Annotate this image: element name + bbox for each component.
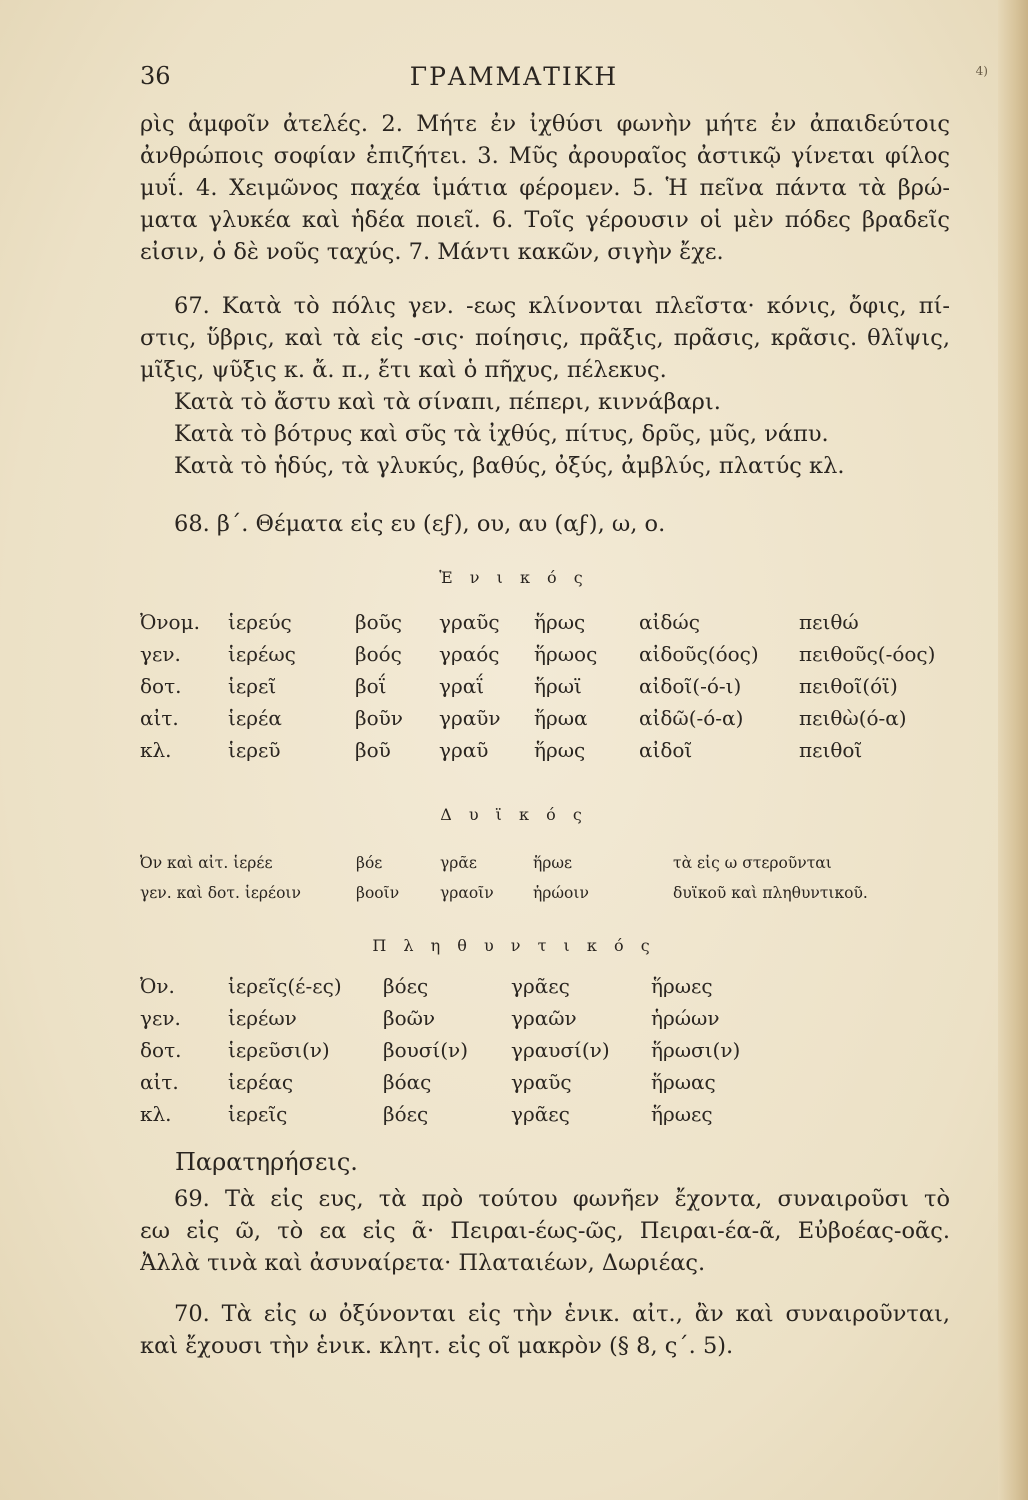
text-line: στις, ὕβρις, καὶ τὰ εἰς -σις· ποίησις, πρᾶξις, πρᾶσις, κρᾶσις. θλῖψις, xyxy=(140,325,950,351)
case-label: δοτ. xyxy=(140,674,182,698)
case-label: Ὀν. xyxy=(140,974,175,998)
form-cell: βοῦν xyxy=(355,706,403,730)
case-label: αἰτ. xyxy=(140,706,179,730)
dual-title: Δ υ ϊ κ ό ς xyxy=(440,805,588,824)
form-cell: ἱερέως xyxy=(228,642,296,666)
corner-mark: 4) xyxy=(975,64,988,78)
table-row xyxy=(140,1066,801,1098)
form-cell: δυϊκοῦ καὶ πληθυντικοῦ. xyxy=(673,884,868,902)
form-cell: γραοῖν xyxy=(440,884,494,902)
form-cell: αἰδοῦς(όος) xyxy=(639,642,759,666)
exercise-sentences xyxy=(140,108,950,268)
text-line: ἀνθρώποις σοφίαν ἐπιζήτει. 3. Μῦς ἀρουραῖος ἀστικῷ γίνεται φίλος xyxy=(140,143,950,169)
page-edge xyxy=(998,0,1028,1500)
form-cell: ἥρωϊ xyxy=(534,674,582,698)
text-line: 68. β´. Θέματα εἰς ευ (εϝ), ου, αυ (αϝ), ω, ο. xyxy=(174,511,666,537)
running-title: ΓΡΑΜΜΑΤΙΚΗ xyxy=(409,62,619,91)
form-cell: βοῶν xyxy=(383,1006,436,1030)
form-cell: πειθοῖ xyxy=(799,738,863,762)
form-cell: ἥρωας xyxy=(651,1070,716,1094)
table-row xyxy=(140,878,928,908)
table-row xyxy=(140,848,928,878)
form-cell: ἱερέων xyxy=(228,1006,297,1030)
form-cell: αἰδοῖ xyxy=(639,738,693,762)
case-label: αἰτ. xyxy=(140,1070,179,1094)
form-cell: βόε xyxy=(356,854,383,872)
form-cell: πειθοῖ(όϊ) xyxy=(799,674,898,698)
form-cell: γρᾶες xyxy=(511,974,570,998)
form-cell: ἱερεύς xyxy=(228,610,292,634)
text-line: καὶ ἔχουσι τὴν ἑνικ. κλητ. εἰς οῖ μακρὸν (§ 8, ς΄. 5). xyxy=(140,1333,734,1359)
text-line: ρὶς ἀμφοῖν ἀτελές. 2. Μήτε ἐν ἰχθύσι φωνὴν μήτε ἐν ἀπαιδεύτοις xyxy=(140,111,950,137)
table-row xyxy=(140,970,801,1002)
form-cell: ἱερεῖ xyxy=(228,674,277,698)
form-cell: ἱερέας xyxy=(228,1070,294,1094)
case-label: κλ. xyxy=(140,738,172,762)
table-row xyxy=(140,670,939,702)
text-line: 70. Τὰ εἰς ω ὀξύνονται εἰς τὴν ἑνικ. αἰτ., ἂν καὶ συναιροῦνται, xyxy=(174,1301,950,1327)
form-cell: γραῦ xyxy=(439,738,489,762)
form-cell: ἱερεῦσι(ν) xyxy=(228,1038,330,1062)
paragraph-67 xyxy=(140,290,950,482)
form-cell: ἥρωες xyxy=(651,974,713,998)
form-cell: πειθοῦς(-όος) xyxy=(799,642,936,666)
text-line: ματα γλυκέα καὶ ἡδέα ποιεῖ. 6. Τοῖς γέρουσιν οἱ μὲν πόδες βραδεῖς xyxy=(140,207,950,233)
text-line: εἰσιν, ὁ δὲ νοῦς ταχύς. 7. Μάντι κακῶν, σιγὴν ἔχε. xyxy=(140,239,724,265)
form-cell: τὰ εἰς ω στεροῦνται xyxy=(673,854,832,872)
form-cell: ἡρώοιν xyxy=(533,884,589,902)
form-cell: γραῦς xyxy=(439,610,500,634)
form-cell: γραυσί(ν) xyxy=(511,1038,610,1062)
form-cell: γρᾶες xyxy=(511,1102,570,1126)
case-label: γεν. xyxy=(140,1006,181,1030)
case-label: Ὀν καὶ αἰτ. ἱερέε xyxy=(140,854,273,872)
form-cell: γραΐ xyxy=(439,674,485,698)
dual-table xyxy=(140,848,928,908)
form-cell: βόες xyxy=(383,1102,429,1126)
text-line: 69. Τὰ εἰς ευς, τὰ πρὸ τούτου φωνῆεν ἔχοντα, συναιροῦσι τὸ xyxy=(174,1186,950,1212)
form-cell: ἱερεῖς xyxy=(228,1102,288,1126)
plural-title: Π λ η θ υ ν τ ι κ ό ς xyxy=(372,936,656,955)
form-cell: βοῦς xyxy=(355,610,402,634)
text-line: 67. Κατὰ τὸ πόλις γεν. -εως κλίνονται πλεῖστα· κόνις, ὄφις, πί- xyxy=(174,293,950,319)
form-cell: γραῶν xyxy=(511,1006,577,1030)
table-row xyxy=(140,1002,801,1034)
form-cell: ἥρως xyxy=(534,610,586,634)
table-row xyxy=(140,734,939,766)
form-cell: βοΐ xyxy=(355,674,387,698)
form-cell: ἥρως xyxy=(534,738,586,762)
form-cell: γραός xyxy=(439,642,500,666)
case-label: γεν. xyxy=(140,642,181,666)
paragraph-69 xyxy=(140,1183,950,1279)
form-cell: βοοῖν xyxy=(356,884,400,902)
text-line: Ἀλλὰ τινὰ καὶ ἀσυναίρετα· Πλαταιέων, Δωριέας. xyxy=(140,1250,706,1276)
table-row xyxy=(140,1098,801,1130)
table-row xyxy=(140,1034,801,1066)
form-cell: ἱερέα xyxy=(228,706,282,730)
paragraph-70 xyxy=(140,1298,950,1362)
form-cell: βόας xyxy=(383,1070,432,1094)
table-row xyxy=(140,638,939,670)
form-cell: αἰδῶ(-ό-α) xyxy=(639,706,744,730)
form-cell: ἥρωε xyxy=(533,854,573,872)
form-cell: βοῦ xyxy=(355,738,391,762)
case-label: Ὀνομ. xyxy=(140,610,200,634)
form-cell: ἱερεῦ xyxy=(228,738,281,762)
plural-table xyxy=(140,970,801,1130)
case-label: γεν. καὶ δοτ. ἱερέοιν xyxy=(140,884,301,902)
form-cell: γραῦς xyxy=(511,1070,572,1094)
singular-table xyxy=(140,606,939,766)
page-number: 36 xyxy=(140,62,171,90)
text-line: εω εἰς ῶ, τὸ εα εἰς ᾶ· Πειραι-έως-ῶς, Πειραι-έα-ᾶ, Εὐβοέας-οᾶς. xyxy=(140,1218,950,1244)
table-row xyxy=(140,702,939,734)
form-cell: βουσί(ν) xyxy=(383,1038,469,1062)
case-label: δοτ. xyxy=(140,1038,182,1062)
text-line: Κατὰ τὸ ἄστυ καὶ τὰ σίναπι, πέπερι, κιννάβαρι. xyxy=(174,389,721,415)
form-cell: ἥρωσι(ν) xyxy=(651,1038,741,1062)
case-label: κλ. xyxy=(140,1102,172,1126)
form-cell: βόες xyxy=(383,974,429,998)
form-cell: πειθὼ(ό-α) xyxy=(799,706,907,730)
page-header xyxy=(0,62,1028,102)
form-cell: ἥρωες xyxy=(651,1102,713,1126)
text-line: Κατὰ τὸ ἡδύς, τὰ γλυκύς, βαθύς, ὀξύς, ἀμβλύς, πλατύς κλ. xyxy=(174,453,845,479)
form-cell: αἰδοῖ(-ό-ι) xyxy=(639,674,742,698)
text-line: μυΐ. 4. Χειμῶνος παχέα ἱμάτια φέρομεν. 5. Ἡ πεῖνα πάντα τὰ βρώ- xyxy=(140,175,950,201)
paragraph-68 xyxy=(140,508,950,540)
remarks-heading: Παρατηρήσεις. xyxy=(175,1148,358,1176)
form-cell: γραῦν xyxy=(439,706,501,730)
text-line: μῖξις, ψῦξις κ. ἄ. π., ἔτι καὶ ὁ πῆχυς, πέλεκυς. xyxy=(140,357,667,383)
table-row xyxy=(140,606,939,638)
form-cell: ἥρωα xyxy=(534,706,588,730)
form-cell: γρᾶε xyxy=(440,854,477,872)
text-line: Κατὰ τὸ βότρυς καὶ σῦς τὰ ἰχθύς, πίτυς, δρῦς, μῦς, νάπυ. xyxy=(174,421,829,447)
form-cell: πειθώ xyxy=(799,610,859,634)
form-cell: αἰδώς xyxy=(639,610,700,634)
form-cell: ἥρωος xyxy=(534,642,598,666)
form-cell: ἱερεῖς(έ-ες) xyxy=(228,974,342,998)
form-cell: ἡρώων xyxy=(651,1006,720,1030)
singular-title: Ἑ ν ι κ ό ς xyxy=(439,568,589,587)
form-cell: βοός xyxy=(355,642,402,666)
